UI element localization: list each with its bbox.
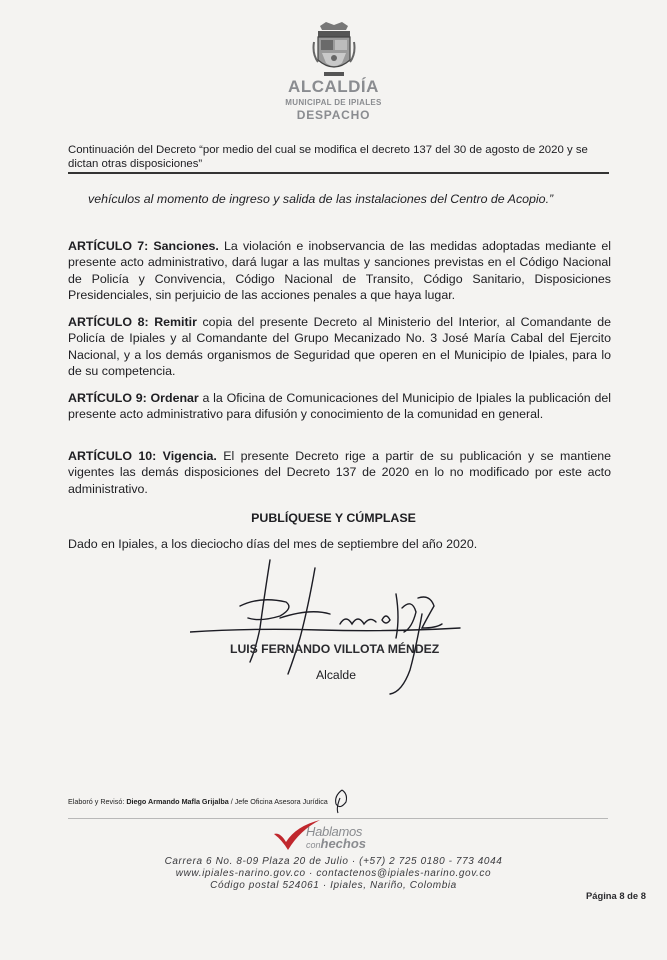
prepared-by-label: Elaboró y Revisó:	[68, 797, 125, 806]
article-8	[68, 314, 611, 379]
closing-formula: PUBLÍQUESE Y CÚMPLASE	[251, 511, 416, 525]
signer-role: Alcalde	[316, 668, 356, 682]
footer-postal: Código postal 524061 · Ipiales, Nariño, Colombia	[210, 880, 457, 891]
letterhead-subtitle: MUNICIPAL DE IPIALES	[285, 98, 382, 107]
article-heading: ARTÍCULO 10: Vigencia.	[68, 449, 217, 463]
continuation-paragraph: vehículos al momento de ingreso y salida de las instalaciones del Centro de Acopio.”	[88, 192, 554, 206]
article-heading: ARTÍCULO 7: Sanciones.	[68, 239, 219, 253]
decree-header-note: Continuación del Decreto “por medio del cual se modifica el decreto 137 del 30 de agosto de 2020 y se dictan otras disposiciones”	[68, 144, 588, 170]
footer-web-contact: www.ipiales-narino.gov.co · contactenos@ipiales-narino.gov.co	[175, 868, 492, 879]
article-text: El presente Decreto rige a partir de su publicación y se mantiene vigentes las demás disposiciones del Decreto 137 de 2020 en lo no modificado por este acto administrativo.	[68, 449, 611, 496]
footer-address: Carrera 6 No. 8-09 Plaza 20 de Julio · (+57) 2 725 0180 - 773 4044	[164, 856, 503, 867]
article-9	[68, 390, 611, 423]
article-text: a la Oficina de Comunicaciones del Municipio de Ipiales la publicación del presente acto administrativo para difusión y conocimiento de la comunidad en general.	[68, 391, 611, 422]
letterhead-title: ALCALDÍA	[288, 77, 379, 96]
prepared-by-name: Diego Armando Mafla Grijalba	[126, 797, 229, 806]
dated-line: Dado en Ipiales, a los dieciocho días del mes de septiembre del año 2020.	[68, 537, 478, 551]
article-text: copia del presente Decreto al Ministerio del Interior, al Comandante de Policía de Ipiales y al Comandante del Grupo Mecanizado No. 3 José María Cabal del Ejercito Nacional, y a los demás organismos de Seguridad que operen en el Municipio de Ipiales, para lo de su competencia.	[68, 315, 611, 378]
footer-divider	[68, 818, 608, 819]
slogan-line-1: Hablamos	[306, 824, 363, 839]
prepared-by-position: / Jefe Oficina Asesora Jurídica	[230, 797, 328, 806]
article-heading: ARTÍCULO 9: Ordenar	[68, 391, 199, 405]
slogan-con: con	[306, 840, 321, 850]
coat-of-arms-icon	[312, 22, 356, 78]
page-number: Página 8 de 8	[586, 890, 646, 901]
article-heading: ARTÍCULO 8: Remitir	[68, 315, 197, 329]
prepared-by-line	[68, 797, 328, 806]
slogan-line-2	[306, 836, 366, 851]
handwritten-initial	[330, 788, 352, 814]
article-10	[68, 448, 611, 497]
article-7	[68, 238, 611, 303]
signer-name: LUIS FERNANDO VILLOTA MÉNDEZ	[230, 642, 440, 656]
slogan-hechos: hechos	[320, 836, 367, 851]
header-divider	[68, 172, 609, 174]
letterhead-office: DESPACHO	[296, 108, 371, 122]
article-text: La violación e inobservancia de las medidas adoptadas mediante el presente acto administrativo, dará lugar a las multas y sanciones previstas en el Código Nacional de Policía y Convivencia, Código Nacional de Transito, Código Sanitario, Disposiciones Presidenciales, sin perjuicio de las acciones penales a que haya lugar.	[68, 239, 611, 302]
